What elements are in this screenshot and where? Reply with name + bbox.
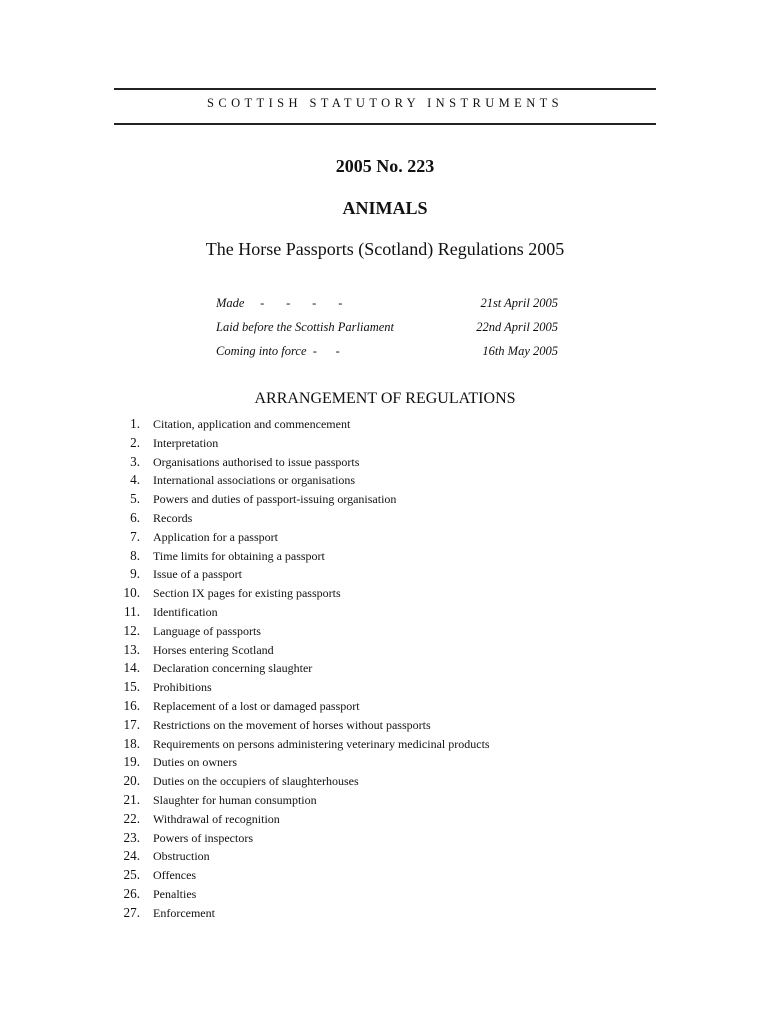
list-item[interactable] (114, 830, 574, 849)
regulation-title: Time limits for obtaining a passport (153, 548, 325, 563)
date-row-in-force (216, 344, 558, 368)
date-label: Coming into force - - (216, 344, 340, 358)
regulation-title: Application for a passport (153, 529, 278, 544)
header-rule-top (114, 88, 656, 90)
regulation-title: Identification (153, 604, 218, 619)
arrangement-heading: ARRANGEMENT OF REGULATIONS (254, 390, 516, 407)
list-item[interactable] (114, 773, 574, 792)
regulation-title: Horses entering Scotland (153, 642, 274, 657)
regulation-number: 18. (123, 735, 140, 751)
regulation-number: 15. (123, 679, 140, 695)
regulation-number: 3. (130, 453, 140, 469)
regulation-title: Replacement of a lost or damaged passport (153, 698, 360, 713)
list-item[interactable] (114, 585, 574, 604)
regulation-number: 22. (123, 810, 140, 826)
list-item[interactable] (114, 416, 574, 435)
list-item[interactable] (114, 886, 574, 905)
instrument-subject: ANIMALS (342, 198, 428, 218)
list-item[interactable] (114, 905, 574, 924)
regulation-title: International associations or organisations (153, 473, 356, 488)
regulation-title: Language of passports (153, 623, 261, 638)
regulation-number: 2. (130, 434, 140, 450)
regulation-title: Slaughter for human consumption (153, 792, 317, 807)
regulation-number: 4. (130, 472, 140, 488)
regulation-title: Duties on the occupiers of slaughterhouses (153, 774, 359, 789)
regulation-title: Issue of a passport (153, 567, 242, 582)
regulation-title: Obstruction (153, 849, 210, 864)
regulation-number: 17. (123, 716, 140, 732)
list-item[interactable] (114, 548, 574, 567)
regulation-number: 11. (124, 603, 140, 619)
regulation-number: 9. (130, 566, 140, 582)
dates-table (216, 296, 558, 368)
list-item[interactable] (114, 811, 574, 830)
list-item[interactable] (114, 435, 574, 454)
list-item[interactable] (114, 660, 574, 679)
list-item[interactable] (114, 698, 574, 717)
regulation-title: Powers and duties of passport-issuing organisation (153, 492, 397, 507)
regulation-number: 5. (130, 491, 140, 507)
list-item[interactable] (114, 604, 574, 623)
regulation-title: Organisations authorised to issue passports (153, 454, 360, 469)
regulation-title: Section IX pages for existing passports (153, 586, 341, 601)
regulation-title: Requirements on persons administering veterinary medicinal products (153, 736, 490, 751)
date-row-made (216, 296, 558, 320)
list-item[interactable] (114, 623, 574, 642)
regulation-number: 20. (123, 773, 140, 789)
list-item[interactable] (114, 566, 574, 585)
list-item[interactable] (114, 529, 574, 548)
regulation-number: 23. (123, 829, 140, 845)
regulation-title: Withdrawal of recognition (153, 811, 280, 826)
regulation-number: 1. (130, 416, 140, 431)
regulation-number: 7. (130, 528, 140, 544)
regulation-number: 26. (123, 885, 140, 901)
regulation-number: 19. (123, 754, 140, 770)
regulation-number: 8. (130, 547, 140, 563)
date-value: 21st April 2005 (480, 296, 558, 310)
date-label: Made - - - - (216, 296, 343, 310)
date-row-laid (216, 320, 558, 344)
list-item[interactable] (114, 642, 574, 661)
regulation-title: Records (153, 510, 193, 525)
regulation-number: 27. (123, 904, 140, 920)
list-item[interactable] (114, 792, 574, 811)
regulation-title: Powers of inspectors (153, 830, 253, 845)
regulation-number: 14. (123, 660, 140, 676)
list-item[interactable] (114, 454, 574, 473)
list-item[interactable] (114, 867, 574, 886)
list-item[interactable] (114, 472, 574, 491)
regulations-list (114, 416, 574, 924)
regulation-title: Declaration concerning slaughter (153, 661, 313, 676)
date-label: Laid before the Scottish Parliament (216, 320, 394, 334)
regulation-title: Enforcement (153, 905, 215, 920)
regulation-number: 13. (123, 641, 140, 657)
date-value: 16th May 2005 (482, 344, 558, 358)
regulation-number: 25. (123, 867, 140, 883)
regulation-title: Duties on owners (153, 755, 237, 770)
regulation-number: 16. (123, 697, 140, 713)
regulation-title: Restrictions on the movement of horses without passports (153, 717, 431, 732)
list-item[interactable] (114, 736, 574, 755)
regulation-number: 12. (123, 622, 140, 638)
regulation-number: 6. (130, 509, 140, 525)
regulation-number: 24. (123, 848, 140, 864)
instrument-number: 2005 No. 223 (335, 156, 435, 176)
date-value: 22nd April 2005 (476, 320, 558, 334)
regulation-number: 10. (123, 585, 140, 601)
list-item[interactable] (114, 754, 574, 773)
regulation-title: Offences (153, 868, 197, 883)
series-heading: SCOTTISH STATUTORY INSTRUMENTS (206, 96, 564, 110)
header-rule-bottom (114, 123, 656, 125)
list-item[interactable] (114, 510, 574, 529)
list-item[interactable] (114, 848, 574, 867)
regulation-title: Prohibitions (153, 680, 212, 695)
list-item[interactable] (114, 491, 574, 510)
regulation-title: Penalties (153, 886, 197, 901)
regulation-number: 21. (123, 791, 140, 807)
regulation-title: Interpretation (153, 435, 219, 450)
instrument-title: The Horse Passports (Scotland) Regulations 2005 (205, 239, 565, 259)
list-item[interactable] (114, 679, 574, 698)
list-item[interactable] (114, 717, 574, 736)
regulation-title: Citation, application and commencement (153, 417, 351, 431)
